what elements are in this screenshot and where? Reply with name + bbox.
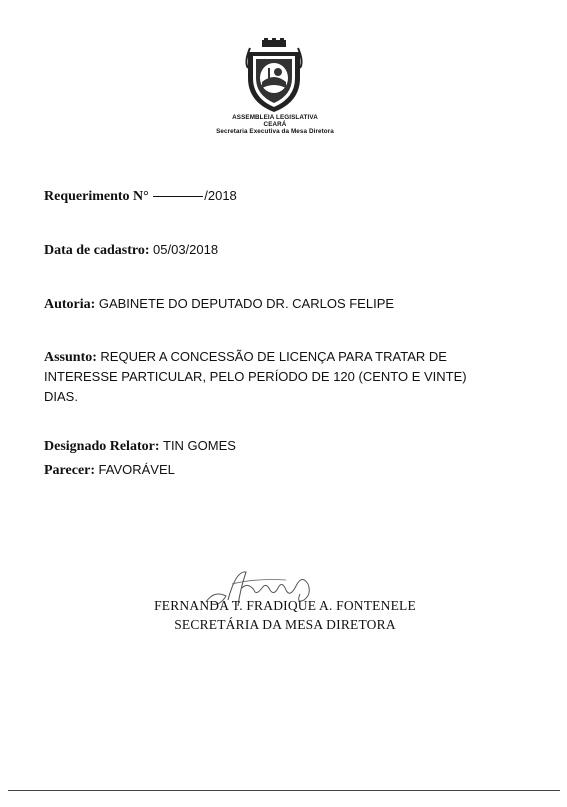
org-department: Secretaria Executiva da Mesa Diretora	[216, 128, 334, 135]
data-cadastro-field	[44, 241, 218, 260]
state-coat-of-arms-icon	[240, 38, 308, 114]
signatory-title: SECRETÁRIA DA MESA DIRETORA	[174, 617, 396, 632]
signatory-name: FERNANDA T. FRADIQUE A. FONTENELE	[154, 598, 416, 613]
relator-label: Designado Relator:	[44, 439, 160, 454]
org-name: ASSEMBLEIA LEGISLATIVA	[232, 114, 318, 121]
requerimento-number-blank	[153, 196, 203, 197]
relator-field	[44, 437, 236, 456]
data-cadastro-label: Data de cadastro:	[44, 243, 150, 258]
parecer-value: FAVORÁVEL	[98, 462, 175, 477]
assunto-value: REQUER A CONCESSÃO DE LICENÇA PARA TRATAR DE INTERESSE PARTICULAR, PELO PERÍODO DE 120 (CENTO E VINTE) DIAS.	[44, 349, 467, 404]
parecer-label: Parecer:	[44, 463, 96, 478]
footer-divider	[8, 790, 560, 791]
parecer-field	[44, 461, 175, 480]
org-state: CEARÁ	[263, 121, 287, 128]
requerimento-label: Requerimento N°	[44, 189, 149, 204]
assunto-label: Assunto:	[44, 350, 97, 365]
requerimento-year: /2018	[204, 188, 237, 203]
autoria-label: Autoria:	[44, 297, 96, 312]
assunto-field	[44, 347, 474, 407]
data-cadastro-value: 05/03/2018	[153, 242, 219, 257]
requerimento-field	[44, 187, 237, 206]
autoria-value: GABINETE DO DEPUTADO DR. CARLOS FELIPE	[98, 296, 395, 311]
autoria-field	[44, 295, 394, 314]
relator-value: TIN GOMES	[163, 438, 236, 453]
